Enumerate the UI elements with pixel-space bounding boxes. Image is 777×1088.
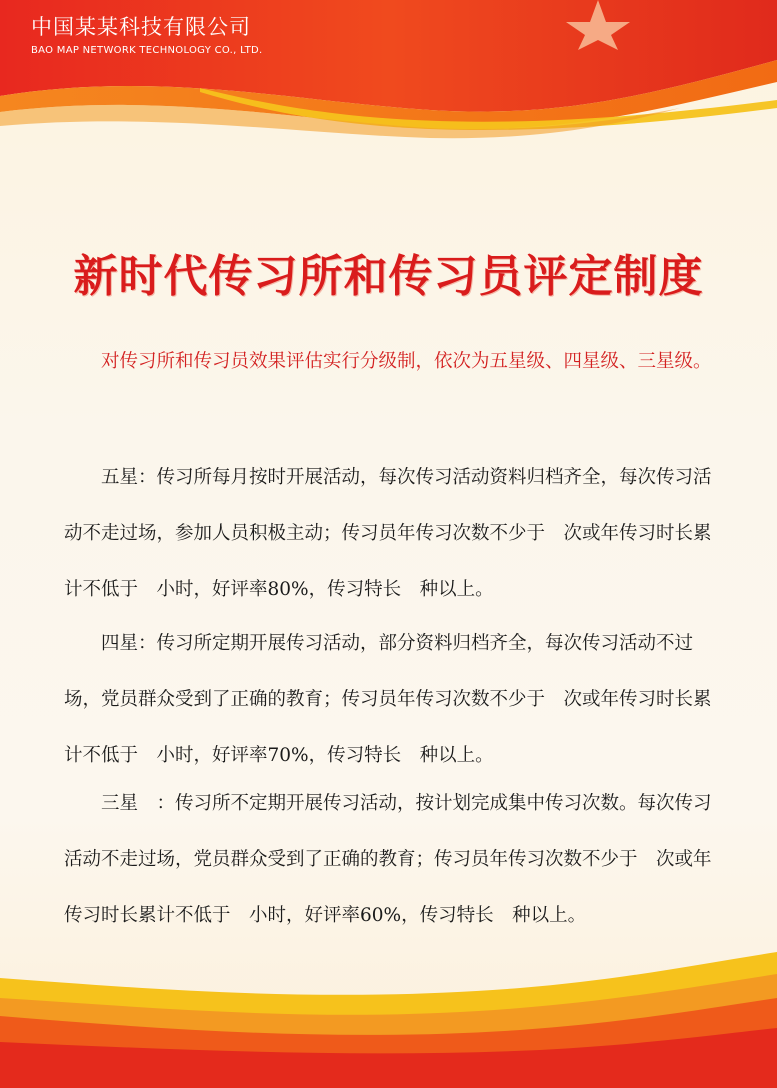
intro-paragraph: 对传习所和传习员效果评估实行分级制，依次为五星级、四星级、三星级。 <box>101 351 712 372</box>
page-title: 新时代传习所和传习员评定制度 <box>73 251 704 302</box>
four-star-paragraph: 四星：传习所定期开展传习活动，部分资料归档齐全，每次传习活动不过场，党员群众受到了正确的教育；传习员年传习次数不少于 次或年传习时长累计不低于 小时，好评率70%，传习特长 种以上。 <box>64 633 712 766</box>
company-header <box>31 14 262 58</box>
bottom-ribbon-decoration <box>0 938 777 1088</box>
company-name-cn: 中国某某科技有限公司 <box>31 15 251 39</box>
company-name-en: BAO MAP NETWORK TECHNOLOGY CO., LTD. <box>31 45 263 56</box>
five-star-paragraph: 五星：传习所每月按时开展活动，每次传习活动资料归档齐全，每次传习活动不走过场，参加人员积极主动；传习员年传习次数不少于 次或年传习时长累计不低于 小时，好评率80%，传习特长 种以上。 <box>64 467 712 600</box>
three-star-paragraph: 三星 ：传习所不定期开展传习活动，按计划完成集中传习次数。每次传习活动不走过场，党员群众受到了正确的教育；传习员年传习次数不少于 次或年传习时长累计不低于 小时，好评率60%，传习特长 种以上。 <box>64 793 712 926</box>
